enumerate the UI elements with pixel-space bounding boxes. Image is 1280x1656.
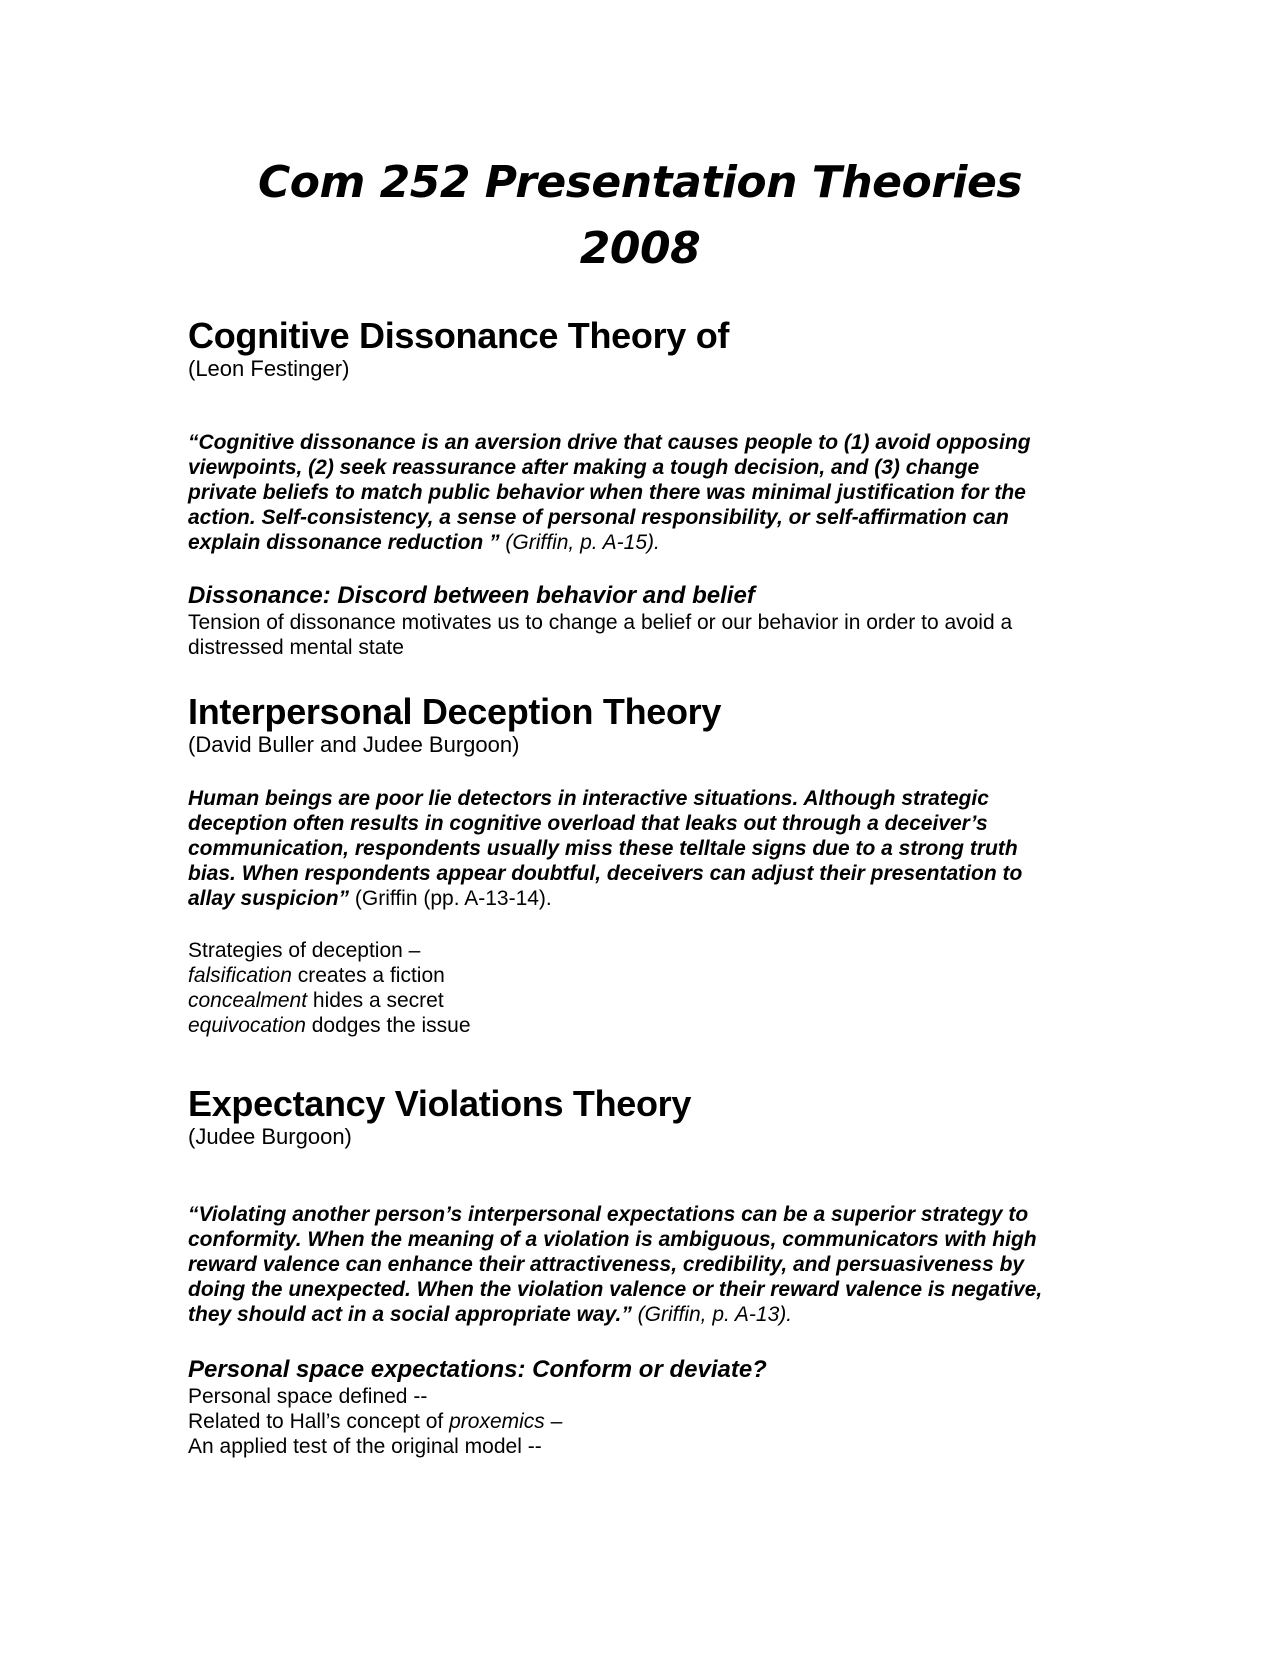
subsection-dissonance — [188, 582, 1108, 660]
section-quote — [188, 786, 1108, 911]
quote-line: action. Self-consistency, a sense of personal responsibility, or self-affirmation can — [188, 506, 1009, 529]
quote-line: communication, respondents usually miss these telltale signs due to a strong truth — [188, 837, 1018, 860]
quote-line: bias. When respondents appear doubtful, deceivers can adjust their presentation to — [188, 862, 1023, 885]
quote-text: they should act in a social appropriate way.” — [188, 1303, 632, 1326]
section-quote — [188, 430, 1108, 555]
strategy-desc: creates a fiction — [291, 964, 445, 987]
strategy-item — [188, 1013, 1108, 1038]
quote-line — [188, 1302, 1108, 1327]
strategy-item — [188, 988, 1108, 1013]
deception-strategies — [188, 938, 1108, 1038]
quote-line: Human beings are poor lie detectors in interactive situations. Although strategic — [188, 787, 989, 810]
body-text: Related to Hall’s concept of — [188, 1410, 450, 1433]
quote-line: “Cognitive dissonance is an aversion drive that causes people to (1) avoid opposing — [188, 431, 1031, 454]
quote-line: deception often results in cognitive overload that leaks out through a deceiver’s — [188, 812, 988, 835]
subheading: Dissonance: Discord between behavior and belief — [188, 582, 755, 609]
quote-line: “Violating another person’s interpersonal expectations can be a superior strategy to — [188, 1203, 1029, 1226]
quote-text: explain dissonance reduction ” — [188, 531, 500, 554]
strategy-item — [188, 963, 1108, 988]
section-author: (Leon Festinger) — [188, 356, 350, 381]
section-cognitive-dissonance — [188, 316, 1108, 382]
strategy-term: concealment — [188, 989, 308, 1012]
citation: (Griffin (pp. A-13-14). — [349, 887, 552, 910]
strategies-intro: Strategies of deception – — [188, 939, 421, 962]
section-heading: Cognitive Dissonance Theory of — [188, 315, 730, 356]
quote-line — [188, 530, 1108, 555]
section-heading: Expectancy Violations Theory — [188, 1083, 692, 1124]
quote-line: conformity. When the meaning of a violation is ambiguous, communicators with high — [188, 1228, 1037, 1251]
strategy-desc: dodges the issue — [305, 1014, 471, 1037]
quote-line: doing the unexpected. When the violation valence or their reward valence is negative, — [188, 1278, 1043, 1301]
strategy-desc: hides a secret — [307, 989, 444, 1012]
body-line: Tension of dissonance motivates us to change a belief or our behavior in order to avoid a — [188, 611, 1013, 634]
body-line: distressed mental state — [188, 636, 404, 659]
section-interpersonal-deception — [188, 692, 1108, 758]
section-heading: Interpersonal Deception Theory — [188, 691, 722, 732]
subheading: Personal space expectations: Conform or deviate? — [188, 1356, 767, 1383]
citation: (Griffin, p. A-13). — [631, 1303, 793, 1326]
proxemics-term: proxemics — [449, 1410, 545, 1433]
section-author: (Judee Burgoon) — [188, 1124, 352, 1149]
body-text: – — [544, 1410, 563, 1433]
body-line: An applied test of the original model -- — [188, 1435, 542, 1458]
quote-line: private beliefs to match public behavior when there was minimal justification for the — [188, 481, 1026, 504]
section-author: (David Buller and Judee Burgoon) — [188, 732, 520, 757]
citation: (Griffin, p. A-15). — [499, 531, 660, 554]
subsection-personal-space — [188, 1356, 1108, 1459]
strategy-term: equivocation — [188, 1014, 306, 1037]
body-line: Personal space defined -- — [188, 1385, 428, 1408]
quote-line: reward valence can enhance their attractiveness, credibility, and persuasiveness by — [188, 1253, 1025, 1276]
body-line — [188, 1409, 1108, 1434]
document-title: Com 252 Presentation Theories — [257, 157, 1023, 208]
section-expectancy-violations — [188, 1084, 1108, 1150]
document-title-year: 2008 — [579, 223, 701, 274]
strategy-term: falsification — [188, 964, 292, 987]
quote-text: allay suspicion” — [188, 887, 350, 910]
quote-line: viewpoints, (2) seek reassurance after making a tough decision, and (3) change — [188, 456, 980, 479]
section-quote — [188, 1202, 1108, 1327]
quote-line — [188, 886, 1108, 911]
